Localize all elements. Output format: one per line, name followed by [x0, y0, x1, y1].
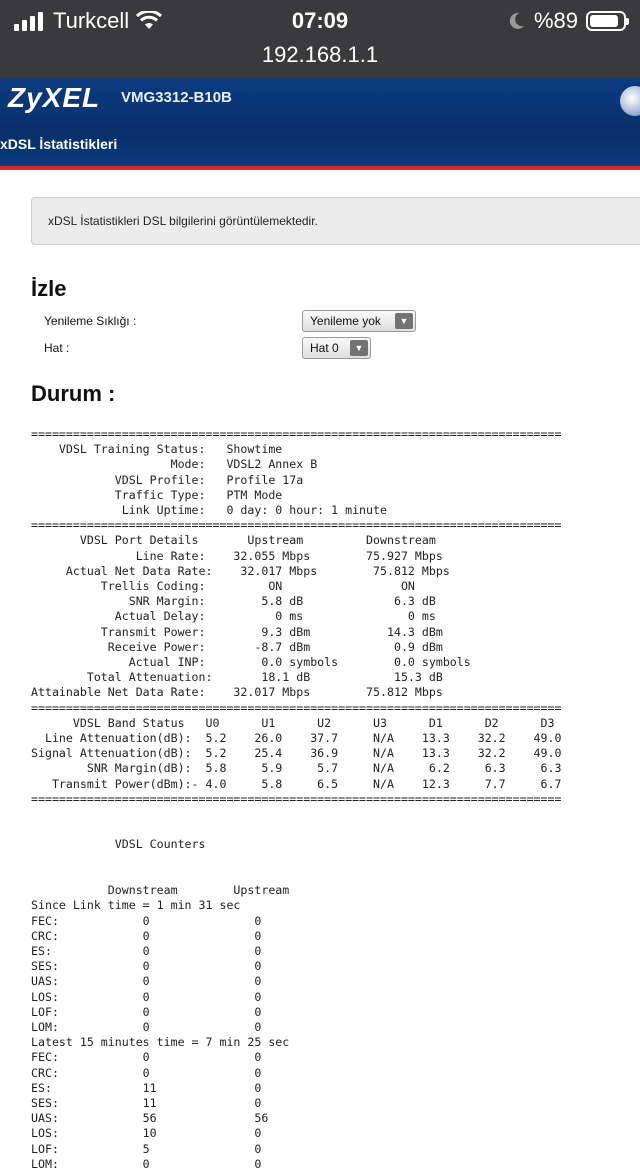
stats-line: Since Link time = 1 min 31 sec	[31, 898, 241, 913]
page-title: xDSL İstatistikleri	[0, 136, 118, 152]
line-value: Hat 0	[310, 341, 339, 355]
status-right	[506, 8, 626, 34]
chevron-down-icon: ▼	[395, 313, 413, 329]
stats-line: ES: 0 0	[31, 943, 262, 958]
model-name: VMG3312-B10B	[121, 89, 232, 106]
stats-line: VDSL Band Status U0 U1 U2 U3 D1 D2 D3	[31, 715, 555, 730]
stats-line: Attainable Net Data Rate: 32.017 Mbps 75.812 Mbps	[31, 685, 443, 700]
stats-line: Total Attenuation: 18.1 dB 15.3 dB	[31, 670, 443, 685]
stats-line: LOS: 10 0	[31, 1126, 262, 1141]
stats-line: SNR Margin(dB): 5.8 5.9 5.7 N/A 6.2 6.3 6.3	[31, 761, 562, 776]
ios-status-bar	[0, 0, 640, 78]
address-url[interactable]: 192.168.1.1	[261, 42, 379, 67]
info-message: xDSL İstatistikleri DSL bilgilerini görüntülemektedir.	[48, 214, 318, 228]
stats-line: Line Attenuation(dB): 5.2 26.0 37.7 N/A 13.3 32.2 49.0	[31, 731, 562, 746]
router-header	[0, 78, 640, 170]
stats-line: Transmit Power: 9.3 dBm 14.3 dBm	[31, 624, 443, 639]
globe-icon	[620, 86, 640, 116]
stats-line: LOS: 0 0	[31, 989, 262, 1004]
battery-icon	[586, 11, 626, 31]
stats-line: VDSL Port Details Upstream Downstream	[31, 533, 436, 548]
stats-line: LOM: 0 0	[31, 1156, 262, 1171]
stats-line: Actual INP: 0.0 symbols 0.0 symbols	[31, 655, 471, 670]
status-heading: Durum :	[31, 381, 116, 406]
chevron-down-icon: ▼	[350, 340, 368, 356]
stats-line: SNR Margin: 5.8 dB 6.3 dB	[31, 594, 436, 609]
stats-line: VDSL Training Status: Showtime	[31, 442, 283, 457]
stats-line: Trellis Coding: ON ON	[31, 579, 415, 594]
refresh-rate-value: Yenileme yok	[310, 314, 381, 328]
stats-line: VDSL Profile: Profile 17a	[31, 472, 304, 487]
stats-line: Mode: VDSL2 Annex B	[31, 457, 318, 472]
monitor-heading: İzle	[31, 276, 67, 301]
stats-line: ES: 11 0	[31, 1080, 262, 1095]
stats-line: Actual Net Data Rate: 32.017 Mbps 75.812 Mbps	[31, 563, 450, 578]
refresh-rate-select[interactable]	[302, 310, 416, 332]
header-divider	[0, 166, 640, 170]
stats-line: Signal Attenuation(dB): 5.2 25.4 36.9 N/A 13.3 32.2 49.0	[31, 746, 562, 761]
line-label: Hat :	[44, 341, 70, 355]
battery-percent: %89	[533, 8, 578, 33]
stats-line: LOF: 0 0	[31, 1004, 262, 1019]
stats-line: ============================================================================	[31, 518, 562, 533]
stats-line: ============================================================================	[31, 700, 562, 715]
stats-line: Receive Power: -8.7 dBm 0.9 dBm	[31, 639, 443, 654]
stats-line: FEC: 0 0	[31, 1050, 262, 1065]
stats-line: LOM: 0 0	[31, 1019, 262, 1034]
stats-line: CRC: 0 0	[31, 1065, 262, 1080]
stats-line: Traffic Type: PTM Mode	[31, 487, 283, 502]
clock: 07:09	[291, 8, 349, 33]
stats-line: VDSL Counters	[31, 837, 206, 852]
line-select[interactable]	[302, 337, 371, 359]
stats-line: LOF: 5 0	[31, 1141, 262, 1156]
stats-line: SES: 11 0	[31, 1095, 262, 1110]
carrier-name: Turkcell	[53, 8, 130, 33]
xdsl-statistics-output	[31, 427, 631, 1172]
stats-line: ============================================================================	[31, 791, 562, 806]
zyxel-logo: ZyXEL	[8, 82, 101, 113]
refresh-label: Yenileme Sıklığı :	[44, 314, 137, 328]
stats-line: Transmit Power(dBm):- 4.0 5.8 6.5 N/A 12.3 7.7 6.7	[31, 776, 562, 791]
moon-icon	[506, 11, 526, 31]
stats-line: ============================================================================	[31, 427, 562, 441]
stats-line: FEC: 0 0	[31, 913, 262, 928]
stats-line: UAS: 56 56	[31, 1111, 269, 1126]
stats-line: Link Uptime: 0 day: 0 hour: 1 minute	[31, 503, 387, 518]
info-message-box	[31, 197, 640, 245]
stats-line: Line Rate: 32.055 Mbps 75.927 Mbps	[31, 548, 443, 563]
stats-line: SES: 0 0	[31, 959, 262, 974]
stats-line: Actual Delay: 0 ms 0 ms	[31, 609, 436, 624]
stats-line: Downstream Upstream	[31, 883, 290, 898]
stats-line: UAS: 0 0	[31, 974, 262, 989]
stats-line: Latest 15 minutes time = 7 min 25 sec	[31, 1035, 290, 1050]
stats-line: CRC: 0 0	[31, 928, 262, 943]
